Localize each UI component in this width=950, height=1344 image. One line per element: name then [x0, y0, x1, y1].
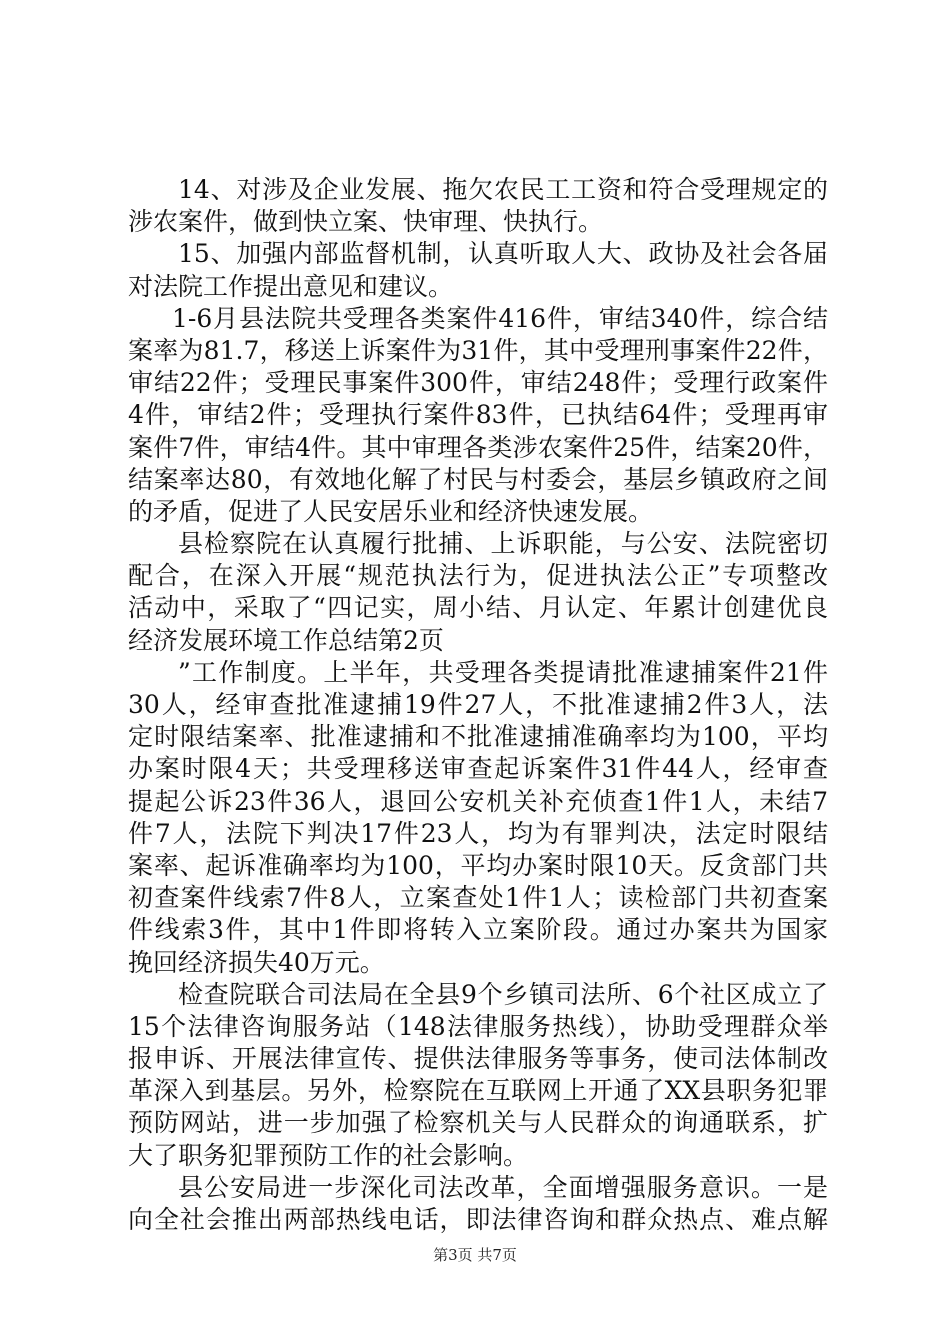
text-line: 办案时限4天；共受理移送审查起诉案件31件44人，经审查 — [128, 754, 828, 784]
text-line: 案件7件，审结4件。其中审理各类涉农案件25件，结案20件， — [128, 432, 828, 462]
text-line: 预防网站，进一步加强了检察机关与人民群众的询通联系，扩 — [128, 1108, 828, 1138]
text-line: 结案率达80，有效地化解了村民与村委会，基层乡镇政府之间 — [128, 464, 828, 494]
text-line: ”工作制度。上半年，共受理各类提请批准逮捕案件21件 — [178, 657, 828, 687]
text-line: 件线索3件，其中1件即将转入立案阶段。通过办案共为国家 — [128, 915, 828, 945]
text-line: 涉农案件，做到快立案、快审理、快执行。 — [128, 207, 604, 237]
text-line: 配合，在深入开展“规范执法行为，促进执法公正”专项整改 — [128, 561, 828, 591]
text-line: 1-6月县法院共受理各类案件416件，审结340件，综合结 — [172, 303, 828, 333]
text-line: 大了职务犯罪预防工作的社会影响。 — [128, 1140, 529, 1170]
text-line: 经济发展环境工作总结第2页 — [128, 625, 444, 655]
text-line: 革深入到基层。另外，检察院在互联网上开通了XX县职务犯罪 — [128, 1076, 828, 1106]
text-line: 活动中，采取了“四记实，周小结、月认定、年累计创建优良 — [128, 593, 828, 623]
text-line: 检查院联合司法局在全县9个乡镇司法所、6个社区成立了 — [178, 979, 828, 1009]
text-line: 30人，经审查批准逮捕19件27人，不批准逮捕2件3人，法 — [128, 690, 828, 719]
text-line: 县公安局进一步深化司法改革，全面增强服务意识。一是 — [178, 1172, 828, 1202]
text-line: 15、加强内部监督机制，认真听取人大、政协及社会各届 — [178, 239, 828, 269]
text-line: 的矛盾，促进了人民安居乐业和经济快速发展。 — [128, 496, 654, 526]
document-body — [128, 174, 828, 1236]
text-line: 报申诉、开展法律宣传、提供法律服务等事务，使司法体制改 — [128, 1044, 828, 1074]
text-line: 4件，审结2件；受理执行案件83件，已执结64件；受理再审 — [128, 400, 828, 430]
page-footer: 第3页 共7页 — [433, 1246, 517, 1264]
text-line: 向全社会推出两部热线电话，即法律咨询和群众热点、难点解 — [128, 1205, 828, 1234]
text-line: 案率、起诉准确率均为100，平均办案时限10天。反贪部门共 — [128, 850, 828, 880]
text-line: 对法院工作提出意见和建议。 — [128, 271, 454, 301]
text-line: 挽回经济损失40万元。 — [128, 947, 385, 977]
text-line: 提起公诉23件36人，退回公安机关补充侦查1件1人，未结7 — [128, 786, 828, 816]
text-line: 14、对涉及企业发展、拖欠农民工工资和符合受理规定的 — [178, 175, 828, 204]
text-line: 县检察院在认真履行批捕、上诉职能，与公安、法院密切 — [178, 529, 828, 559]
text-line: 案率为81.7，移送上诉案件为31件，其中受理刑事案件22件， — [128, 335, 828, 365]
text-line: 定时限结案率、批准逮捕和不批准逮捕准确率均为100，平均 — [128, 722, 828, 752]
text-line: 审结22件；受理民事案件300件，审结248件；受理行政案件 — [128, 368, 828, 398]
text-line: 15个法律咨询服务站（148法律服务热线），协助受理群众举 — [128, 1011, 828, 1041]
text-line: 初查案件线索7件8人，立案查处1件1人；读检部门共初查案 — [128, 883, 828, 913]
text-line: 件7人，法院下判决17件23人，均为有罪判决，法定时限结 — [128, 818, 828, 848]
